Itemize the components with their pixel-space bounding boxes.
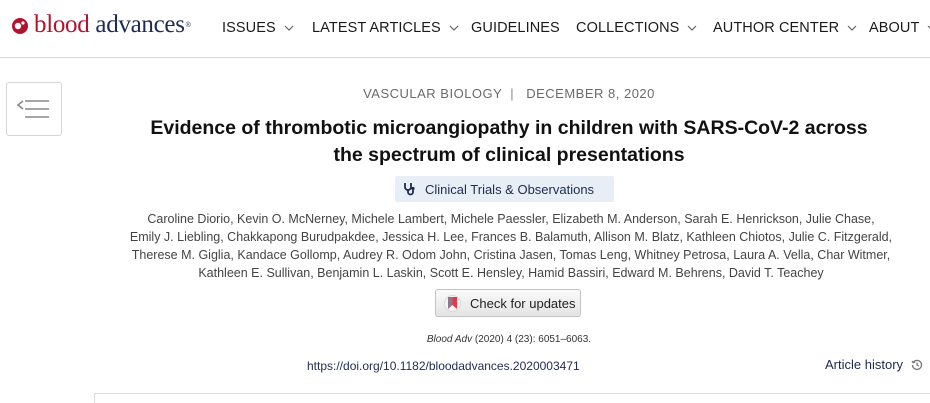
article-title-line1: Evidence of thrombotic microangiopathy in children with SARS-CoV-2 across (150, 117, 868, 139)
category-badge[interactable] (395, 176, 614, 202)
blood-drop-icon (10, 14, 30, 36)
doi-link[interactable]: https://doi.org/10.1182/bloodadvances.2020003471 (307, 359, 580, 373)
stethoscope-icon (403, 182, 417, 196)
article-history-link[interactable] (825, 357, 923, 372)
logo-word-blood: blood (34, 11, 90, 38)
author-line[interactable]: Therese M. Giglia, Kandace Gollomp, Audrey R. Odom John, Cristina Jasen, Tomas Leng, Whitney Petrosa, Laura A. Vella, Char Witmer, (131, 248, 891, 262)
top-navigation (0, 0, 930, 58)
author-line[interactable]: Caroline Diorio, Kevin O. McNerney, Michele Lambert, Michele Paessler, Elizabeth M. Anderson, Sarah E. Henrickson, Julie Chase, (147, 212, 875, 226)
nav-label: LATEST ARTICLES (312, 20, 441, 36)
article-date: DECEMBER 8, 2020 (526, 86, 655, 101)
nav-item-guidelines[interactable] (471, 20, 560, 36)
citation-details: (2020) 4 (23): 6051–6063. (472, 334, 592, 345)
article-content-panel (94, 393, 930, 403)
article-history-label: Article history (825, 357, 904, 372)
author-list (90, 210, 930, 282)
site-logo[interactable] (10, 12, 191, 38)
chevron-down-icon (847, 25, 857, 31)
article-title-line2: the spectrum of clinical presentations (333, 144, 685, 166)
author-line[interactable]: Kathleen E. Sullivan, Benjamin L. Laskin, Scott E. Hensley, Hamid Bassiri, Edward M. Behrens, David T. Teachey (198, 266, 824, 280)
nav-label: GUIDELINES (471, 20, 560, 36)
crossmark-icon (444, 294, 461, 313)
author-line[interactable]: Emily J. Liebling, Chakkapong Burudpakdee, Jessica H. Lee, Frances B. Balamuth, Allison M. Blatz, Kathleen Chiotos, Julie C. Fitzgerald, (129, 230, 893, 244)
journal-name: Blood Adv (426, 334, 473, 345)
logo-registered-mark: ® (185, 21, 191, 29)
logo-word-advances: advances (95, 11, 185, 38)
category-label: Clinical Trials & Observations (425, 181, 595, 197)
toc-menu-icon (17, 98, 51, 120)
check-for-updates-label: Check for updates (470, 295, 576, 311)
article-title (100, 115, 918, 169)
nav-item-author-center[interactable] (713, 20, 857, 36)
citation (0, 334, 930, 345)
article-meta-line (0, 86, 930, 101)
nav-label: AUTHOR CENTER (713, 20, 840, 36)
nav-item-issues[interactable] (222, 20, 294, 36)
nav-label: COLLECTIONS (576, 20, 680, 36)
nav-item-collections[interactable] (576, 20, 697, 36)
check-for-updates-button[interactable] (435, 289, 581, 317)
chevron-down-icon (284, 25, 294, 31)
nav-item-about[interactable] (869, 20, 930, 36)
nav-label: ISSUES (222, 20, 276, 36)
history-clock-icon (911, 359, 923, 371)
nav-label: ABOUT (869, 20, 920, 36)
chevron-down-icon (449, 25, 459, 31)
meta-separator: | (510, 86, 515, 101)
article-section[interactable]: VASCULAR BIOLOGY (363, 86, 503, 101)
nav-item-latest-articles[interactable] (312, 20, 459, 36)
chevron-down-icon (687, 25, 697, 31)
